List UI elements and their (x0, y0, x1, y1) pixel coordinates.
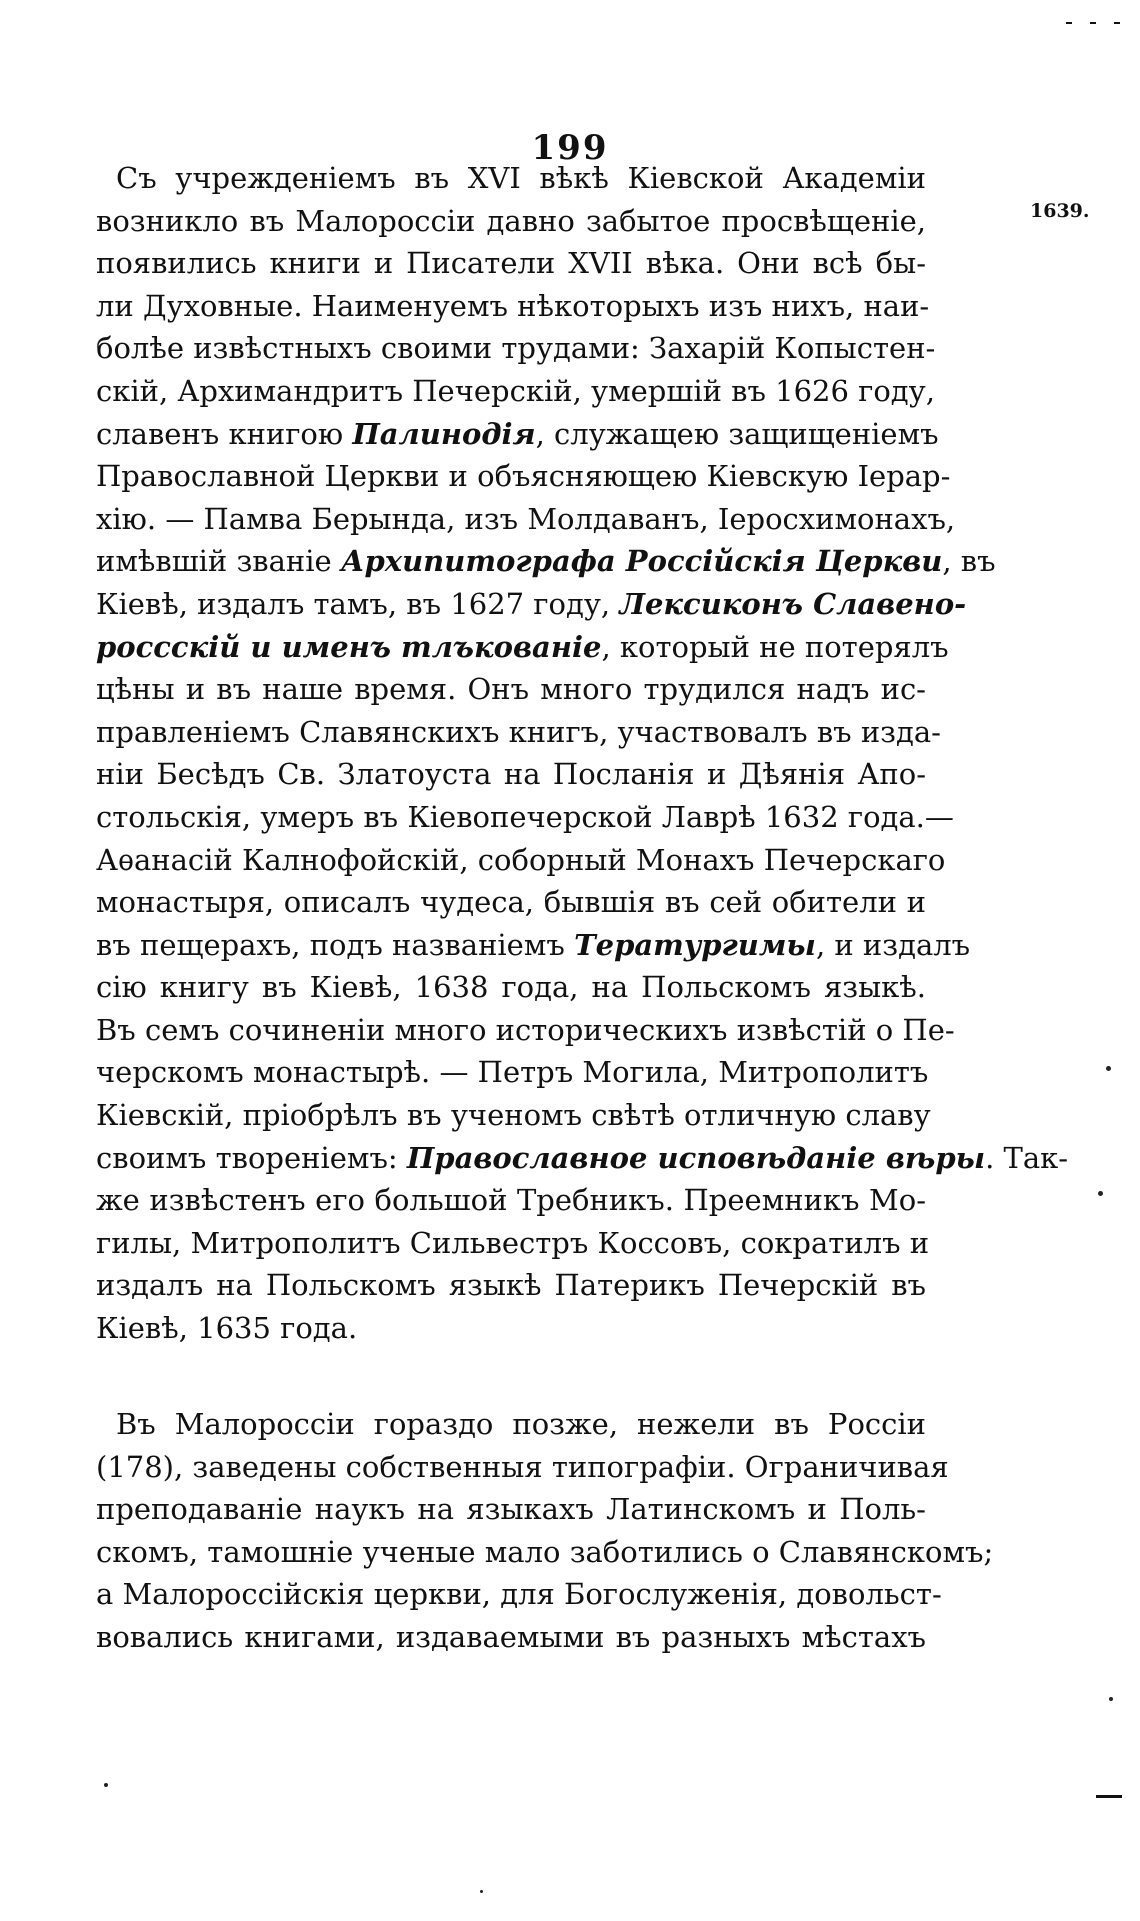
scan-speck (1109, 1697, 1113, 1701)
text-line (96, 583, 967, 626)
text-line: Въ семъ сочиненіи много историческихъ извѣстій о Пе- (96, 1012, 955, 1047)
text-line: ли Духовные. Наименуемъ нѣкоторыхъ изъ нихъ, наи- (96, 288, 930, 323)
text-line: возникло въ Малороссіи давно забытое просвѣщеніе, (96, 203, 926, 238)
text-line: правленіемъ Славянскихъ книгъ, участвовалъ въ изда- (96, 714, 941, 749)
text-line: преподаваніе наукъ на языкахъ Латинскомъ и Поль- (96, 1492, 926, 1527)
text-line: скомъ, тамошніе ученые мало заботились о Славянскомъ; (96, 1534, 994, 1569)
title-architypographer: Архипитографа Россійскія Церкви (340, 544, 943, 579)
margin-year-note: 1639. (1030, 200, 1090, 222)
text-line: ніи Бесѣдъ Св. Златоуста на Посланія и Дѣянія Апо- (96, 757, 926, 792)
scan-dash (1066, 22, 1072, 24)
text-run: , въ (942, 544, 996, 579)
text-line: вовались книгами, издаваемыми въ разныхъ мѣстахъ (96, 1619, 926, 1654)
work-title-lexicon-cont: россскій и именъ тлъкованіе (96, 629, 602, 664)
text-line: же извѣстенъ его большой Требникъ. Преемникъ Мо- (96, 1183, 926, 1218)
text-line (96, 1137, 1069, 1180)
text-run: , который не потерялъ (601, 629, 949, 664)
text-run: имѣвшій званіе (96, 544, 341, 579)
paragraph-2 (96, 1403, 994, 1659)
work-title-teraturgima: Тератургимы (574, 927, 816, 962)
text-line: (178), заведены собственныя типографіи. Ограничивая (96, 1449, 949, 1484)
work-title-confession: Православное исповѣданіе вѣры (406, 1140, 986, 1175)
scan-dash (1096, 1795, 1122, 1798)
scan-dash (1114, 22, 1120, 24)
scan-dash (1090, 22, 1096, 24)
text-line: Съ учрежденіемъ въ XVI вѣкѣ Кіевской Академіи (116, 161, 926, 195)
text-line: Аѳанасій Калнофойскій, соборный Монахъ Печерскаго (96, 842, 946, 877)
text-line: хію. — Памва Берында, изъ Молдаванъ, Іеросхимонахъ, (96, 501, 956, 536)
text-line: черскомъ монастырѣ. — Петръ Могила, Митрополитъ (96, 1055, 929, 1090)
scan-speck (104, 1783, 108, 1787)
text-line: Кіевскій, пріобрѣлъ въ ученомъ свѣтѣ отличную славу (96, 1098, 931, 1133)
text-run: , и издалъ (815, 927, 971, 962)
work-title-lexicon: Лексиконъ Славено- (619, 586, 967, 621)
text-line: Въ Малороссіи гораздо позже, нежели въ Россіи (116, 1407, 926, 1441)
text-run: . Так- (985, 1140, 1069, 1175)
text-line: а Малороссійскія церкви, для Богослуженія, довольст- (96, 1577, 942, 1612)
text-line: Православной Церкви и объясняющею Кіевскую Іерар- (96, 459, 951, 494)
text-line: появились книги и Писатели XVII вѣка. Они всѣ бы- (96, 246, 926, 281)
work-title-palinodia: Палинодія (352, 416, 536, 451)
text-line: издалъ на Польскомъ языкѣ Патерикъ Печерскій въ (96, 1268, 926, 1303)
text-line: монастыря, описалъ чудеса, бывшія въ сей обители и (96, 885, 926, 920)
scan-speck (1106, 1066, 1111, 1071)
text-run: славенъ книгою (96, 416, 353, 451)
text-line (96, 626, 949, 669)
text-line: цѣны и въ наше время. Онъ много трудился надъ ис- (96, 672, 926, 707)
text-run: Кіевѣ, издалъ тамъ, въ 1627 году, (96, 586, 620, 621)
page-number: 199 (531, 128, 609, 168)
text-run: , служащею защищеніемъ (535, 416, 939, 451)
text-line: болѣе извѣстныхъ своими трудами: Захарій Копыстен- (96, 331, 936, 366)
text-line: стольскія, умеръ въ Кіевопечерской Лаврѣ 1632 года.— (96, 799, 954, 834)
text-line (96, 924, 971, 967)
text-line (96, 413, 939, 456)
text-line: скій, Архимандритъ Печерскій, умершій въ 1626 году, (96, 373, 935, 408)
text-run: въ пещерахъ, подъ названіемъ (96, 927, 575, 962)
text-line: Кіевѣ, 1635 года. (96, 1311, 358, 1346)
text-run: своимъ твореніемъ: (96, 1140, 407, 1175)
text-line: гилы, Митрополитъ Сильвестръ Коссовъ, сократилъ и (96, 1225, 930, 1260)
text-line (96, 540, 996, 583)
scan-speck (1098, 1191, 1103, 1196)
text-line: сію книгу въ Кіевѣ, 1638 года, на Польскомъ языкѣ. (96, 970, 926, 1005)
scan-speck (480, 1890, 483, 1893)
